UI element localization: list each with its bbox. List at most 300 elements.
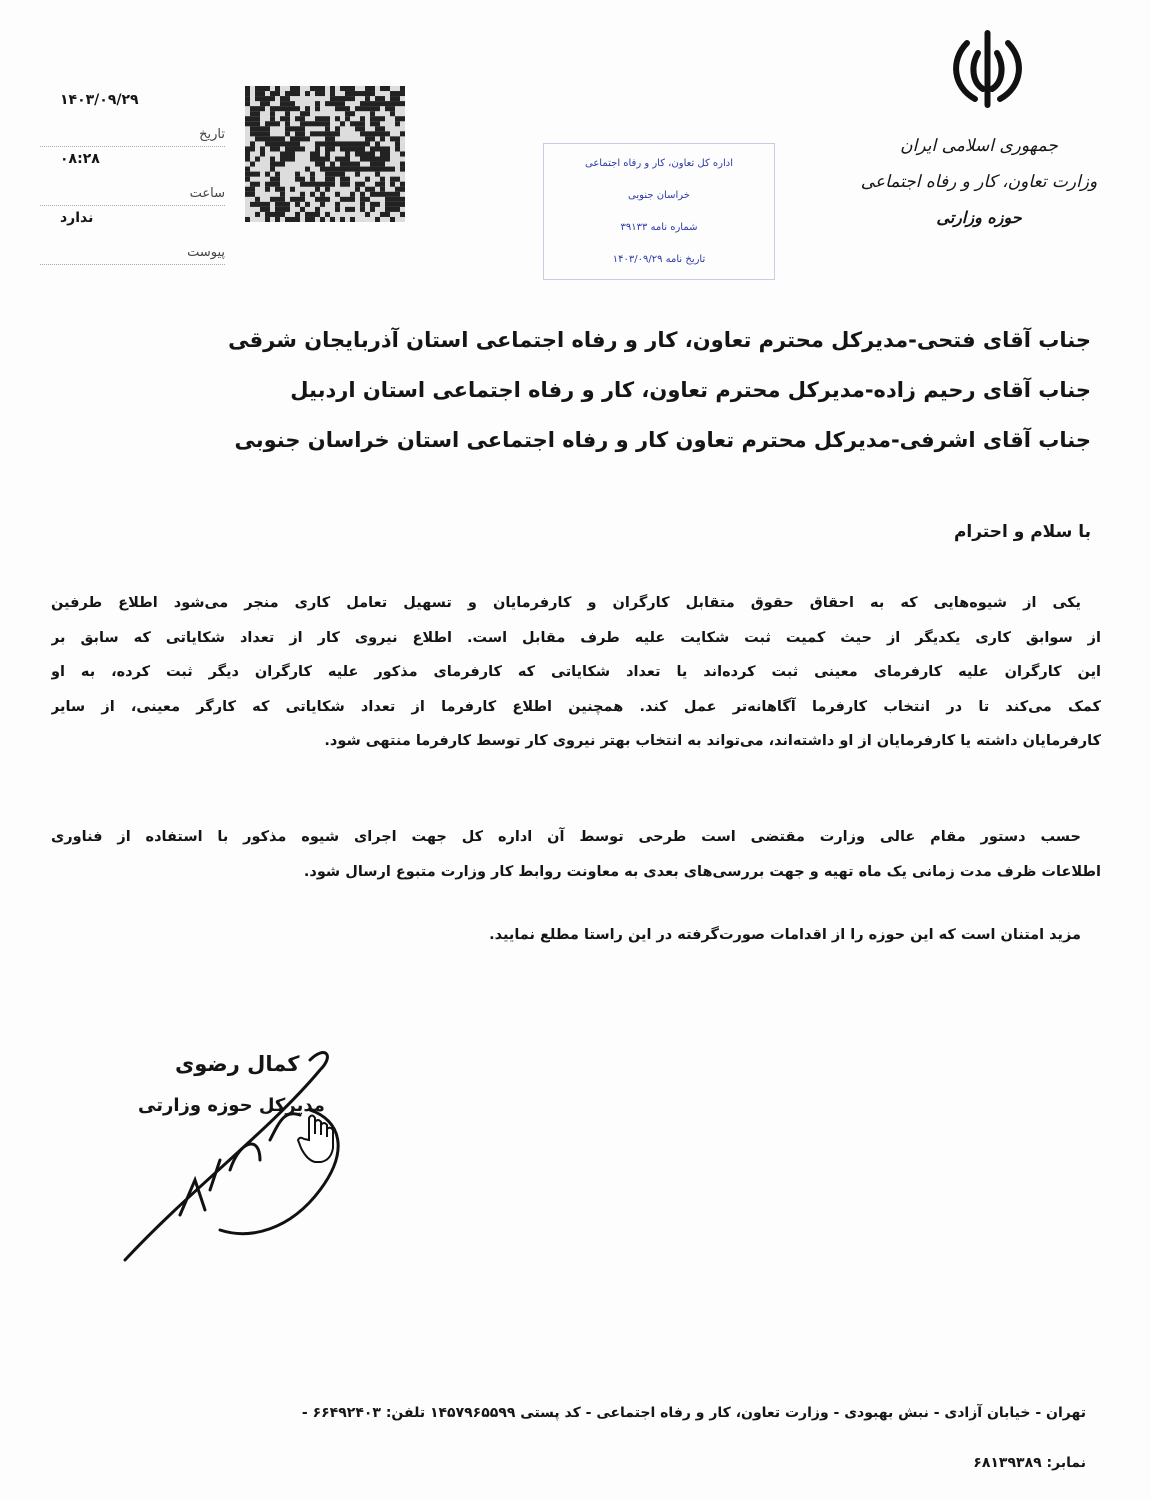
qr-module — [340, 121, 345, 126]
qr-module — [400, 101, 405, 106]
qr-module — [270, 146, 275, 151]
qr-module — [355, 172, 360, 177]
qr-module — [375, 101, 380, 106]
qr-module — [370, 151, 375, 156]
signatory-title: مدیرکل حوزه وزارتی — [138, 1095, 325, 1116]
qr-module — [350, 121, 355, 126]
qr-module — [360, 126, 365, 131]
qr-module — [255, 126, 260, 131]
qr-module — [375, 116, 380, 121]
date-label: تاریخ — [199, 127, 225, 142]
qr-module — [295, 202, 300, 207]
qr-module — [325, 141, 330, 146]
qr-module — [265, 182, 270, 187]
qr-module — [280, 192, 285, 197]
qr-module — [350, 162, 355, 167]
qr-module — [375, 182, 380, 187]
qr-module — [270, 111, 275, 116]
qr-module — [305, 212, 310, 217]
qr-module — [325, 187, 330, 192]
qr-module — [310, 182, 315, 187]
qr-module — [275, 212, 280, 217]
qr-module — [335, 172, 340, 177]
qr-module — [250, 146, 255, 151]
qr-module — [400, 116, 405, 121]
qr-module — [385, 192, 390, 197]
qr-module — [255, 106, 260, 111]
qr-module — [340, 182, 345, 187]
qr-module — [285, 126, 290, 131]
qr-module — [315, 121, 320, 126]
qr-module — [335, 96, 340, 101]
qr-module — [400, 187, 405, 192]
qr-module — [350, 167, 355, 172]
qr-module — [265, 121, 270, 126]
qr-module — [345, 151, 350, 156]
qr-module — [255, 136, 260, 141]
qr-module — [325, 167, 330, 172]
qr-module — [260, 101, 265, 106]
qr-module — [380, 136, 385, 141]
qr-module — [290, 106, 295, 111]
qr-module — [385, 106, 390, 111]
qr-module — [250, 187, 255, 192]
qr-module — [275, 146, 280, 151]
qr-module — [380, 151, 385, 156]
qr-module — [380, 86, 385, 91]
qr-module — [245, 121, 250, 126]
qr-module — [345, 116, 350, 121]
qr-module — [300, 197, 305, 202]
qr-module — [355, 146, 360, 151]
qr-module — [370, 207, 375, 212]
qr-module — [330, 91, 335, 96]
qr-module — [285, 106, 290, 111]
qr-module — [380, 212, 385, 217]
qr-module — [255, 202, 260, 207]
qr-module — [330, 96, 335, 101]
qr-module — [315, 131, 320, 136]
qr-module — [375, 146, 380, 151]
qr-module — [310, 177, 315, 182]
qr-module — [370, 202, 375, 207]
qr-module — [290, 126, 295, 131]
qr-module — [275, 197, 280, 202]
qr-module — [250, 202, 255, 207]
qr-module — [330, 162, 335, 167]
qr-module — [360, 202, 365, 207]
qr-module — [365, 136, 370, 141]
qr-module — [380, 101, 385, 106]
qr-module — [320, 157, 325, 162]
signatory-name: کمال رضوی — [175, 1052, 300, 1076]
qr-module — [300, 131, 305, 136]
qr-module — [365, 167, 370, 172]
qr-module — [395, 101, 400, 106]
qr-module — [395, 141, 400, 146]
qr-module — [315, 116, 320, 121]
qr-module — [315, 182, 320, 187]
qr-module — [395, 207, 400, 212]
qr-module — [265, 141, 270, 146]
qr-module — [355, 151, 360, 156]
qr-module — [275, 217, 280, 222]
qr-module — [395, 146, 400, 151]
qr-module — [305, 106, 310, 111]
qr-module — [375, 106, 380, 111]
qr-module — [320, 202, 325, 207]
qr-module — [295, 146, 300, 151]
qr-module — [275, 91, 280, 96]
qr-module — [260, 106, 265, 111]
qr-module — [370, 162, 375, 167]
qr-module — [345, 96, 350, 101]
footer-fax: نمابر: ۶۸۱۳۹۳۸۹ — [973, 1455, 1086, 1471]
qr-module — [245, 86, 250, 91]
qr-module — [280, 207, 285, 212]
qr-module — [390, 101, 395, 106]
qr-module — [250, 172, 255, 177]
qr-module — [385, 212, 390, 217]
qr-module — [260, 126, 265, 131]
qr-module — [290, 101, 295, 106]
qr-module — [285, 101, 290, 106]
qr-module — [280, 157, 285, 162]
qr-module — [335, 101, 340, 106]
qr-module — [250, 141, 255, 146]
qr-module — [280, 212, 285, 217]
qr-module — [285, 91, 290, 96]
qr-module — [290, 151, 295, 156]
qr-module — [360, 146, 365, 151]
qr-module — [320, 182, 325, 187]
qr-module — [275, 182, 280, 187]
qr-module — [335, 106, 340, 111]
qr-module — [280, 197, 285, 202]
qr-module — [385, 167, 390, 172]
qr-module — [385, 207, 390, 212]
qr-module — [365, 86, 370, 91]
qr-module — [305, 202, 310, 207]
qr-module — [245, 146, 250, 151]
qr-module — [245, 96, 250, 101]
qr-module — [340, 167, 345, 172]
qr-module — [390, 217, 395, 222]
qr-module — [305, 91, 310, 96]
paragraph — [51, 918, 1101, 953]
qr-module — [245, 192, 250, 197]
qr-module — [340, 197, 345, 202]
qr-module — [390, 106, 395, 111]
footer-address: تهران - خیابان آزادی - نبش بهبودی - وزارت تعاون، کار و رفاه اجتماعی - کد پستی ۱۴۵۷۹۶۵۵۹۹ تلفن: ۶۶۴۹۲۴۰۳ - — [301, 1405, 1086, 1421]
qr-module — [250, 162, 255, 167]
qr-module — [275, 172, 280, 177]
qr-module — [390, 202, 395, 207]
qr-module — [370, 192, 375, 197]
qr-module — [345, 111, 350, 116]
qr-module — [335, 141, 340, 146]
qr-module — [270, 197, 275, 202]
qr-module — [385, 157, 390, 162]
hand-cursor-icon — [295, 1110, 340, 1165]
qr-module — [400, 86, 405, 91]
qr-module — [280, 141, 285, 146]
qr-module — [375, 192, 380, 197]
qr-module — [370, 111, 375, 116]
qr-module — [390, 136, 395, 141]
qr-module — [280, 106, 285, 111]
qr-module — [320, 167, 325, 172]
qr-module — [340, 157, 345, 162]
qr-module — [290, 86, 295, 91]
qr-module — [380, 116, 385, 121]
qr-module — [250, 192, 255, 197]
qr-module — [305, 111, 310, 116]
qr-module — [330, 141, 335, 146]
qr-module — [275, 177, 280, 182]
qr-module — [320, 162, 325, 167]
qr-module — [310, 157, 315, 162]
qr-module — [335, 202, 340, 207]
qr-module — [370, 187, 375, 192]
qr-module — [265, 187, 270, 192]
qr-module — [380, 177, 385, 182]
qr-module — [280, 202, 285, 207]
qr-module — [370, 91, 375, 96]
qr-module — [375, 172, 380, 177]
qr-module — [265, 207, 270, 212]
qr-module — [295, 86, 300, 91]
qr-module — [330, 177, 335, 182]
qr-module — [270, 177, 275, 182]
qr-module — [375, 162, 380, 167]
qr-module — [310, 192, 315, 197]
qr-module — [290, 197, 295, 202]
qr-module — [370, 131, 375, 136]
qr-module — [350, 217, 355, 222]
qr-module — [325, 172, 330, 177]
qr-module — [380, 192, 385, 197]
qr-module — [360, 101, 365, 106]
qr-module — [260, 86, 265, 91]
qr-module — [325, 177, 330, 182]
qr-module — [365, 131, 370, 136]
qr-module — [245, 101, 250, 106]
qr-module — [325, 131, 330, 136]
qr-module — [365, 96, 370, 101]
qr-module — [285, 146, 290, 151]
paragraph-line: از سوابق کاری یکدیگر از حیث کمیت ثبت شکایت علیه طرف مقابل است. اطلاع نیروی کار از تعداد شکایاتی که سابق بر — [51, 629, 1101, 646]
qr-module — [395, 202, 400, 207]
qr-module — [285, 207, 290, 212]
qr-module — [335, 167, 340, 172]
qr-module — [270, 182, 275, 187]
qr-module — [295, 217, 300, 222]
qr-module — [400, 131, 405, 136]
qr-module — [305, 182, 310, 187]
qr-module — [310, 172, 315, 177]
qr-module — [385, 86, 390, 91]
qr-module — [275, 187, 280, 192]
qr-module — [330, 101, 335, 106]
qr-module — [325, 197, 330, 202]
qr-module — [330, 131, 335, 136]
qr-module — [320, 192, 325, 197]
qr-module — [375, 131, 380, 136]
paragraph-line: اطلاعات ظرف مدت زمانی یک ماه تهیه و جهت بررسی‌های بعدی به معاونت روابط کار وزارت متبوع ارسال شود. — [303, 863, 1101, 880]
qr-module — [345, 207, 350, 212]
qr-module — [320, 131, 325, 136]
qr-module — [315, 162, 320, 167]
qr-module — [370, 121, 375, 126]
qr-module — [260, 151, 265, 156]
qr-module — [375, 167, 380, 172]
qr-module — [355, 187, 360, 192]
qr-module — [340, 96, 345, 101]
greeting: با سلام و احترام — [953, 522, 1091, 542]
qr-module — [365, 141, 370, 146]
qr-module — [340, 162, 345, 167]
qr-module — [300, 192, 305, 197]
qr-module — [260, 146, 265, 151]
qr-module — [345, 157, 350, 162]
qr-module — [265, 172, 270, 177]
qr-module — [375, 141, 380, 146]
qr-module — [395, 192, 400, 197]
qr-module — [290, 91, 295, 96]
qr-module — [255, 157, 260, 162]
qr-module — [365, 106, 370, 111]
qr-module — [260, 91, 265, 96]
qr-module — [315, 197, 320, 202]
qr-module — [325, 101, 330, 106]
qr-module — [295, 131, 300, 136]
qr-module — [395, 187, 400, 192]
qr-module — [330, 86, 335, 91]
qr-module — [275, 86, 280, 91]
qr-module — [355, 106, 360, 111]
qr-module — [315, 101, 320, 106]
qr-module — [395, 91, 400, 96]
qr-module — [350, 86, 355, 91]
qr-module — [270, 162, 275, 167]
qr-module — [250, 111, 255, 116]
qr-module — [370, 146, 375, 151]
qr-module — [255, 131, 260, 136]
qr-module — [310, 151, 315, 156]
qr-module — [280, 116, 285, 121]
qr-module — [330, 167, 335, 172]
qr-module — [300, 121, 305, 126]
qr-module — [270, 106, 275, 111]
qr-module — [395, 177, 400, 182]
qr-module — [280, 162, 285, 167]
qr-module — [385, 146, 390, 151]
qr-module — [255, 116, 260, 121]
qr-module — [280, 101, 285, 106]
qr-module — [290, 136, 295, 141]
addressee: جناب آقای اشرفی-مدیرکل محترم تعاون کار و رفاه اجتماعی استان خراسان جنوبی — [234, 428, 1091, 452]
qr-module — [350, 146, 355, 151]
qr-module — [355, 167, 360, 172]
qr-module — [400, 167, 405, 172]
qr-module — [300, 146, 305, 151]
qr-module — [265, 86, 270, 91]
qr-module — [335, 157, 340, 162]
qr-module — [400, 91, 405, 96]
qr-module — [245, 91, 250, 96]
qr-module — [260, 202, 265, 207]
qr-module — [390, 96, 395, 101]
qr-module — [310, 217, 315, 222]
qr-module — [275, 207, 280, 212]
time-value: ۰۸:۲۸ — [60, 151, 100, 167]
qr-module — [310, 86, 315, 91]
qr-module — [390, 182, 395, 187]
stamp-office: اداره کل تعاون، کار و رفاه اجتماعی — [584, 158, 733, 169]
qr-module — [250, 121, 255, 126]
qr-module — [250, 106, 255, 111]
qr-module — [285, 141, 290, 146]
qr-module — [325, 126, 330, 131]
qr-module — [290, 187, 295, 192]
qr-module — [320, 217, 325, 222]
qr-module — [270, 96, 275, 101]
qr-module — [395, 116, 400, 121]
qr-module — [275, 121, 280, 126]
qr-module — [390, 167, 395, 172]
qr-module — [285, 96, 290, 101]
attachment-value: ندارد — [60, 210, 94, 226]
qr-module — [380, 167, 385, 172]
qr-module — [400, 212, 405, 217]
qr-module — [295, 212, 300, 217]
qr-module — [335, 116, 340, 121]
stamp-number: شماره نامه ۳۹۱۳۳ — [620, 222, 698, 233]
qr-module — [360, 151, 365, 156]
qr-module — [245, 177, 250, 182]
qr-module — [300, 177, 305, 182]
qr-module — [380, 126, 385, 131]
qr-module — [255, 182, 260, 187]
qr-module — [395, 121, 400, 126]
qr-module — [280, 136, 285, 141]
qr-module — [360, 157, 365, 162]
qr-module — [345, 141, 350, 146]
qr-module — [390, 111, 395, 116]
qr-module — [245, 172, 250, 177]
qr-module — [350, 96, 355, 101]
qr-module — [245, 116, 250, 121]
qr-module — [340, 146, 345, 151]
qr-module — [325, 121, 330, 126]
qr-module — [375, 157, 380, 162]
qr-module — [395, 136, 400, 141]
qr-module — [315, 86, 320, 91]
qr-module — [375, 121, 380, 126]
qr-module — [310, 121, 315, 126]
qr-module — [345, 167, 350, 172]
qr-module — [350, 111, 355, 116]
qr-module — [355, 182, 360, 187]
paragraph — [51, 586, 1101, 759]
qr-module — [245, 167, 250, 172]
paragraph-line: این کارگران علیه کارفرمای معینی ثبت کرده‌اند یا تعداد شکایاتی که کارفرمای مذکور علیه کارگران دیگر ثبت کرده، به او — [51, 664, 1101, 680]
time-label: ساعت — [189, 186, 225, 201]
qr-module — [400, 151, 405, 156]
qr-module — [300, 207, 305, 212]
qr-module — [320, 121, 325, 126]
